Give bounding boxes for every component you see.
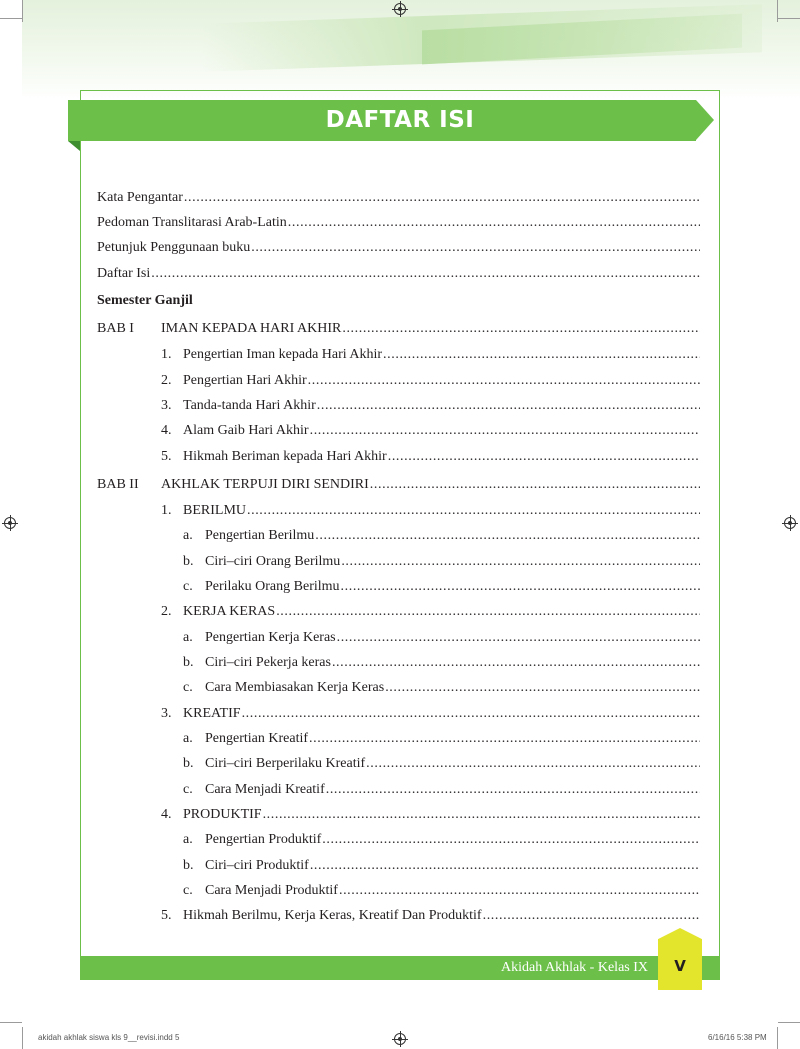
print-slug-date: 6/16/16 5:38 PM [708,1033,767,1042]
toc-entry-number: b. [183,756,194,771]
toc-entry-text: Pedoman Translitarasi Arab-Latin [97,215,287,230]
toc-entry-text: Ciri–ciri Pekerja keras [205,655,331,670]
toc-entry[interactable] [97,602,700,622]
dot-leader [366,754,700,774]
toc-entry-text: PRODUKTIF [183,807,262,822]
registration-mark-icon [394,1033,406,1045]
toc-entry-number: b. [183,554,194,569]
dot-leader [251,238,700,258]
header-banner [22,0,800,100]
dot-leader [151,264,700,284]
dot-leader [370,475,700,495]
dot-leader [310,421,700,441]
toc-entry-text: Cara Membiasakan Kerja Keras [205,680,385,695]
dot-leader [385,678,700,698]
toc-entry[interactable] [97,526,700,546]
crop-mark [778,1022,800,1023]
dot-leader [339,881,700,901]
section-heading-text: Semester Ganjil [97,293,193,308]
toc-entry[interactable] [97,881,700,901]
toc-entry[interactable] [97,213,700,233]
toc-entry-number: a. [183,528,193,543]
dot-leader [242,704,700,724]
toc-entry[interactable] [97,421,700,441]
dot-leader [341,552,700,572]
registration-mark-icon [784,517,796,529]
crop-mark [22,0,23,22]
toc-entry-text: Hikmah Berilmu, Kerja Keras, Kreatif Dan Produktif [183,908,482,923]
toc-entry-number: 3. [161,398,172,413]
toc-entry[interactable] [97,906,700,926]
toc-entry-text: KREATIF [183,706,241,721]
dot-leader [308,371,700,391]
toc-entry-text: Kata Pengantar [97,190,183,205]
toc-entry-text: Ciri–ciri Berperilaku Kreatif [205,756,366,771]
crop-mark [0,1022,22,1023]
toc-entry-text: Ciri–ciri Produktif [205,858,309,873]
toc-entry-number: 1. [161,347,172,362]
toc-entry-text: Petunjuk Penggunaan buku [97,240,251,255]
toc-entry-number: b. [183,655,194,670]
dot-leader [341,577,700,597]
toc-entry[interactable] [97,501,700,521]
toc-entry[interactable] [97,678,700,698]
dot-leader [288,213,700,233]
dot-leader [317,396,700,416]
toc-entry-number: a. [183,630,193,645]
dot-leader [309,729,700,749]
toc-entry-number: c. [183,883,193,898]
toc-entry[interactable] [97,264,700,284]
toc-entry[interactable] [97,475,700,495]
toc-entry-number: 5. [161,908,172,923]
dot-leader [310,856,700,876]
toc-entry-number: 4. [161,423,172,438]
dot-leader [184,188,700,208]
title-banner-fold [68,141,80,151]
toc-entry-number: 4. [161,807,172,822]
toc-entry[interactable] [97,188,700,208]
dot-leader [332,653,700,673]
toc-entry-text: Pengertian Kerja Keras [205,630,336,645]
toc-entry[interactable] [97,628,700,648]
toc-entry[interactable] [97,754,700,774]
toc-entry[interactable] [97,396,700,416]
toc-entry-number: 2. [161,373,172,388]
toc-entry-text: BERILMU [183,503,246,518]
dot-leader [388,447,700,467]
toc-entry-number: 2. [161,604,172,619]
dot-leader [322,830,700,850]
dot-leader [247,501,700,521]
toc-entry-text: Ciri–ciri Orang Berilmu [205,554,341,569]
toc-entry-number: 1. [161,503,172,518]
crop-mark [777,1027,778,1049]
toc-entry-text: Perilaku Orang Berilmu [205,579,340,594]
toc-entry[interactable] [97,830,700,850]
toc-entry-text: Pengertian Berilmu [205,528,315,543]
registration-mark-icon [4,517,16,529]
toc-entry[interactable] [97,805,700,825]
toc-entry[interactable] [97,780,700,800]
toc-entry-text: Cara Menjadi Produktif [205,883,338,898]
crop-mark [0,18,22,19]
toc-entry[interactable] [97,319,700,339]
toc-entry-text: Pengertian Iman kepada Hari Akhir [183,347,383,362]
toc-entry[interactable] [97,552,700,572]
toc-entry-text: IMAN KEPADA HARI AKHIR [161,321,342,336]
dot-leader [342,319,700,339]
toc-entry[interactable] [97,704,700,724]
toc-entry-text: Cara Menjadi Kreatif [205,782,325,797]
toc-entry-text: Tanda-tanda Hari Akhir [183,398,316,413]
toc-entry[interactable] [97,653,700,673]
dot-leader [315,526,700,546]
toc-entry-text: Hikmah Beriman kepada Hari Akhir [183,449,387,464]
toc-entry-number: c. [183,579,193,594]
toc-entry[interactable] [97,729,700,749]
toc-entry-number: 5. [161,449,172,464]
toc-entry[interactable] [97,371,700,391]
dot-leader [326,780,700,800]
dot-leader [276,602,700,622]
crop-mark [778,18,800,19]
toc-chapter-label: BAB I [97,321,134,336]
toc-entry[interactable] [97,856,700,876]
toc-entry-text: Daftar Isi [97,266,151,281]
print-slug-file: akidah akhlak siswa kls 9__revisi.indd 5 [38,1033,180,1042]
toc-entry-number: a. [183,731,193,746]
toc-entry[interactable] [97,447,700,467]
toc-entry[interactable] [97,577,700,597]
toc-chapter-label: BAB II [97,477,139,492]
footer-book-title: Akidah Akhlak - Kelas IX [501,960,648,975]
dot-leader [337,628,700,648]
toc-entry-text: AKHLAK TERPUJI DIRI SENDIRI [161,477,369,492]
toc-entry[interactable] [97,345,700,365]
page-title: DAFTAR ISI [325,107,475,133]
toc-entry-number: 3. [161,706,172,721]
toc-entry-text: Alam Gaib Hari Akhir [183,423,309,438]
registration-mark-icon [394,3,406,15]
crop-mark [22,1027,23,1049]
title-banner-arrow [696,100,714,140]
toc-entry-number: a. [183,832,193,847]
toc-entry-number: c. [183,782,193,797]
dot-leader [263,805,700,825]
toc-section-heading [97,291,700,311]
toc-entry-text: Pengertian Produktif [205,832,322,847]
dot-leader [383,345,700,365]
toc-entry-text: KERJA KERAS [183,604,276,619]
toc-entry-text: Pengertian Hari Akhir [183,373,307,388]
page-number: V [674,957,686,975]
dot-leader [483,906,700,926]
toc-entry-text: Pengertian Kreatif [205,731,309,746]
toc-entry-number: b. [183,858,194,873]
toc-entry-number: c. [183,680,193,695]
toc-entry[interactable] [97,238,700,258]
